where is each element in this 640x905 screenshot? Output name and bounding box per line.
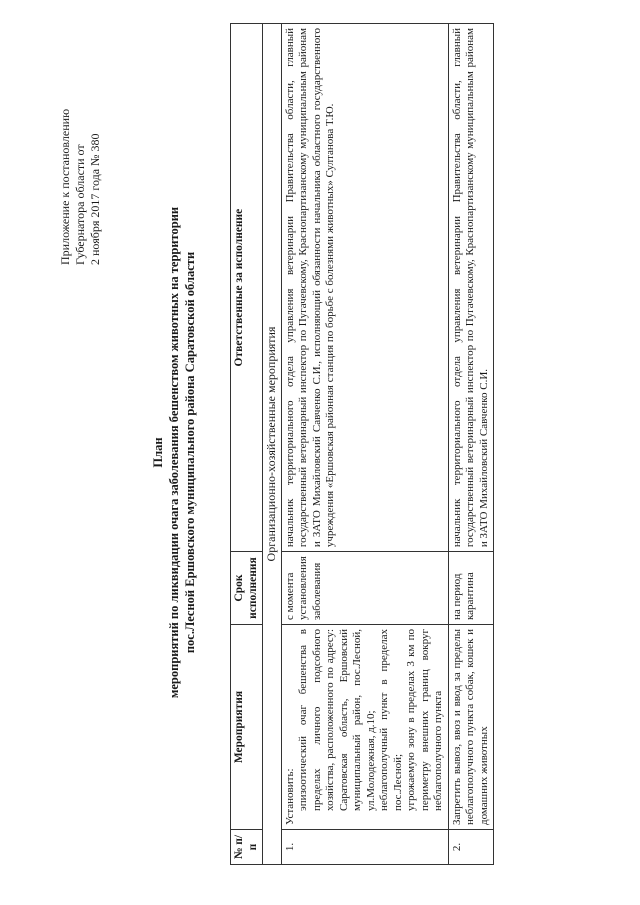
measure-line: угрожаемую зону в пределах 3 км по периметру внешних границ вокруг неблагополучного пункта [405,629,444,811]
row-responsible: начальник территориального отдела управления ветеринарии Правительства области, главный государственный ветеринарный инспектор по Пугачевскому, Краснопартизанскому муниципальным районам и ЗАТО Михайловский Савченко С.И. [448,24,494,552]
measure-line: эпизоотический очаг бешенства в пределах личного подсобного хозяйства, расположенного по адресу: Саратовская область, Ершовский муниципальный район, пос.Лесной, ул.Молодежная, д.10; [297,629,377,811]
title-subject: мероприятий по ликвидации очага заболевания бешенством животных на территории [167,206,181,699]
annex-line-1: Приложение к постановлению [58,108,72,265]
annex-line-2: Губернатора области от [73,144,87,265]
measure-line: Установить: [283,768,296,825]
header-responsible: Ответственные за исполнение [231,24,263,552]
annex-note [58,109,103,265]
table-header-row [231,24,263,865]
row-measures [281,625,448,830]
header-measures: Мероприятия [231,625,263,830]
measure-line: неблагополучный пункт в пределах пос.Лесной; [378,629,404,811]
measure-line: Запретить вывоз, ввоз и ввод за пределы неблагополучного пункта собак, кошек и домашних животных [450,629,490,825]
section-row [263,24,282,865]
row-measures [448,625,494,830]
row-term: с момента установления заболевания [281,552,448,625]
row-number: 2. [448,830,494,865]
title-plan: План [151,437,165,468]
row-term: на период карантина [448,552,494,625]
header-number: № п/п [231,830,263,865]
row-number: 1. [281,830,448,865]
table-row [448,24,494,865]
section-title: Организационно-хозяйственные мероприятия [263,24,282,865]
header-term: Срок исполнения [231,552,263,625]
measures-table [230,23,494,865]
title-location: пос.Лесной Ершовского муниципального района Саратовской области [183,251,197,654]
table-row [281,24,448,865]
document-title [150,0,198,905]
row-responsible: начальник территориального отдела управления ветеринарии Правительства области, главный государственный ветеринарный инспектор по Пугачевскому, Краснопартизанскому муниципальным районам и ЗАТО Михайловский Савченко С.И., исполняющий обязанности начальника областного государственного учреждения «Ершовская районная станция по борьбе с болезнями животных» Султанова Т.Ю. [281,24,448,552]
annex-line-3: 2 ноября 2017 года № 380 [88,133,102,265]
